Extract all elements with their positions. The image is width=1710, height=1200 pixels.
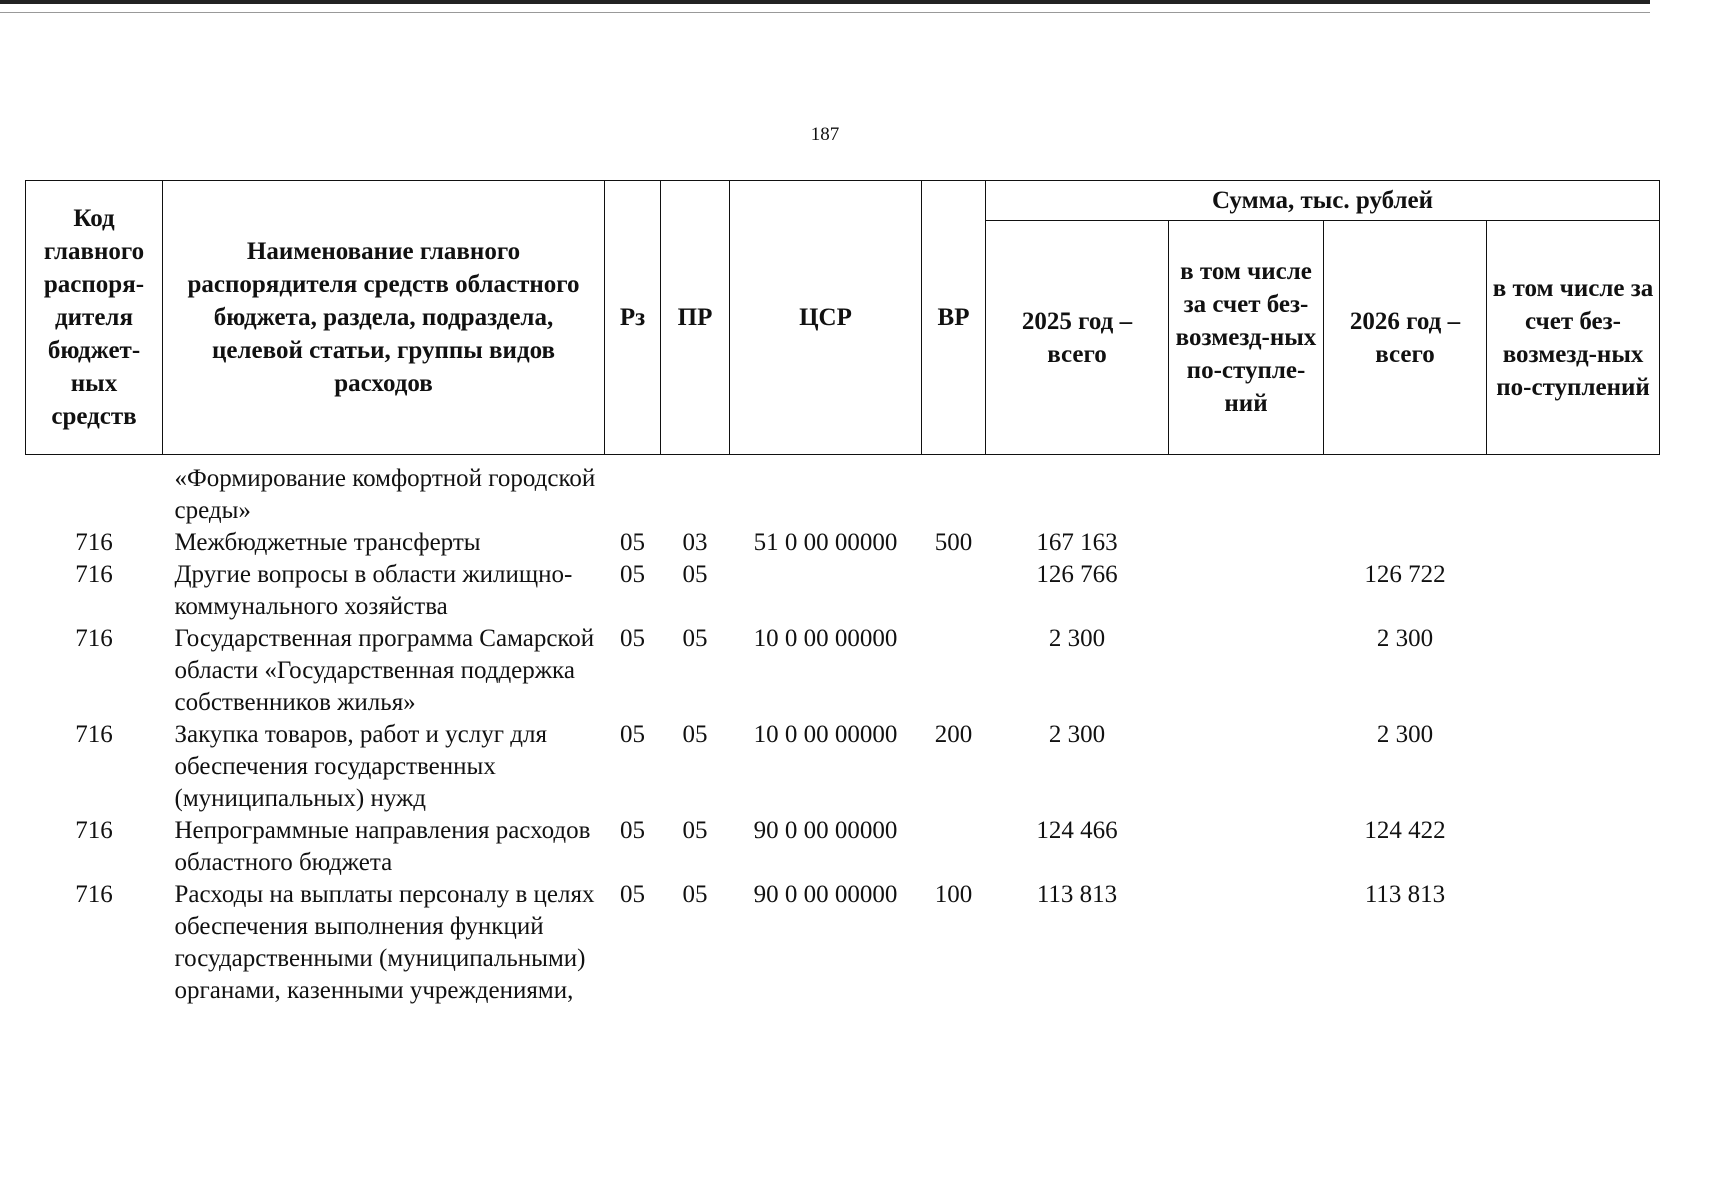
header-csr: ЦСР [730, 181, 922, 455]
cell-pr: 05 [682, 721, 708, 748]
header-pr: ПР [661, 181, 730, 455]
cell-rz: 05 [620, 721, 645, 748]
cell-csr: 10 0 00 00000 [753, 721, 898, 748]
table-body [26, 455, 1660, 1008]
table-row [26, 527, 1660, 559]
cell-y2025-free [1169, 879, 1324, 1007]
top-rule [0, 0, 1650, 4]
cell-csr: 90 0 00 00000 [753, 817, 898, 844]
cell-rz: 05 [620, 881, 645, 908]
cell-code: 716 [75, 625, 113, 652]
cell-vr: 100 [934, 881, 973, 908]
top-rule-thin [0, 12, 1650, 13]
header-2026-total: 2026 год – всего [1324, 221, 1487, 455]
cell-y2026-free [1487, 815, 1660, 879]
cell-y2025: 126 766 [1036, 561, 1118, 588]
cell-y2025: 167 163 [1036, 529, 1118, 556]
cell-csr [730, 559, 922, 623]
cell-y2026-free [1487, 559, 1660, 623]
cell-csr: 90 0 00 00000 [753, 881, 898, 908]
cell-name: Государственная программа Самарской области «Государственная поддержка собственников жилья» [174, 625, 595, 716]
cell-pr: 05 [682, 625, 708, 652]
cell-y2025: 113 813 [1036, 881, 1118, 908]
header-vr: ВР [922, 181, 986, 455]
cell-code: 716 [75, 529, 113, 556]
cell-rz [605, 463, 661, 527]
cell-y2026: 124 422 [1364, 817, 1446, 844]
cell-pr: 05 [682, 561, 708, 588]
cell-pr [661, 463, 730, 527]
table-header [26, 181, 1660, 455]
page-number: 187 [810, 124, 840, 145]
cell-name: Закупка товаров, работ и услуг для обеспечения государственных (муниципальных) нужд [174, 721, 547, 812]
cell-y2026: 126 722 [1364, 561, 1446, 588]
cell-code: 716 [75, 817, 113, 844]
cell-rz: 05 [620, 561, 645, 588]
table-row [26, 623, 1660, 719]
cell-pr: 05 [682, 817, 708, 844]
cell-y2025-free [1169, 623, 1324, 719]
cell-vr: 200 [934, 721, 973, 748]
cell-code: 716 [75, 881, 113, 908]
cell-csr: 10 0 00 00000 [753, 625, 898, 652]
cell-pr: 03 [682, 529, 708, 556]
cell-csr: 51 0 00 00000 [753, 529, 898, 556]
table-row [26, 815, 1660, 879]
header-2026-free: в том числе за счет без-возмезд-ных по-ступлений [1487, 221, 1660, 455]
cell-rz: 05 [620, 817, 645, 844]
cell-y2026 [1324, 463, 1487, 527]
cell-y2025-free [1169, 719, 1324, 815]
cell-vr [922, 463, 986, 527]
cell-csr [730, 463, 922, 527]
cell-y2026: 2 300 [1376, 625, 1434, 652]
cell-y2025-free [1169, 527, 1324, 559]
cell-y2026 [1324, 527, 1487, 559]
cell-y2025: 2 300 [1048, 625, 1106, 652]
cell-rz: 05 [620, 625, 645, 652]
header-sum: Сумма, тыс. рублей [986, 181, 1660, 221]
cell-rz: 05 [620, 529, 645, 556]
cell-y2026-free [1487, 463, 1660, 527]
table-row [26, 719, 1660, 815]
cell-code [26, 463, 163, 527]
cell-y2025-free [1169, 815, 1324, 879]
cell-code: 716 [75, 561, 113, 588]
cell-name: Расходы на выплаты персоналу в целях обеспечения выполнения функций государственными (муниципальными) органами, казенными учреждениями, [174, 881, 595, 1004]
cell-y2026: 2 300 [1376, 721, 1434, 748]
cell-y2026: 113 813 [1364, 881, 1446, 908]
cell-y2026-free [1487, 719, 1660, 815]
budget-table [25, 180, 1660, 1007]
cell-y2025-free [1169, 463, 1324, 527]
cell-pr: 05 [682, 881, 708, 908]
cell-y2025-free [1169, 559, 1324, 623]
header-rz: Рз [605, 181, 661, 455]
table-row [26, 559, 1660, 623]
cell-y2025: 2 300 [1048, 721, 1106, 748]
header-2025-total: 2025 год – всего [986, 221, 1169, 455]
cell-name: «Формирование комфортной городской среды» [174, 465, 596, 524]
table-row [26, 463, 1660, 527]
cell-vr [922, 559, 986, 623]
cell-name: Другие вопросы в области жилищно-коммунального хозяйства [174, 561, 573, 620]
cell-code: 716 [75, 721, 113, 748]
cell-y2025: 124 466 [1036, 817, 1118, 844]
cell-y2026-free [1487, 623, 1660, 719]
cell-vr: 500 [934, 529, 973, 556]
header-name: Наименование главного распорядителя средств областного бюджета, раздела, подраздела, целевой статьи, группы видов расходов [163, 181, 605, 455]
header-2025-free: в том числе за счет без-возмезд-ных по-ступле-ний [1169, 221, 1324, 455]
cell-y2026-free [1487, 879, 1660, 1007]
cell-name: Межбюджетные трансферты [174, 529, 481, 556]
header-code: Код главного распоря-дителя бюджет-ных средств [26, 181, 163, 455]
cell-vr [922, 623, 986, 719]
cell-vr [922, 815, 986, 879]
cell-y2025 [986, 463, 1169, 527]
cell-y2026-free [1487, 527, 1660, 559]
cell-name: Непрограммные направления расходов областного бюджета [174, 817, 591, 876]
table-row [26, 879, 1660, 1007]
